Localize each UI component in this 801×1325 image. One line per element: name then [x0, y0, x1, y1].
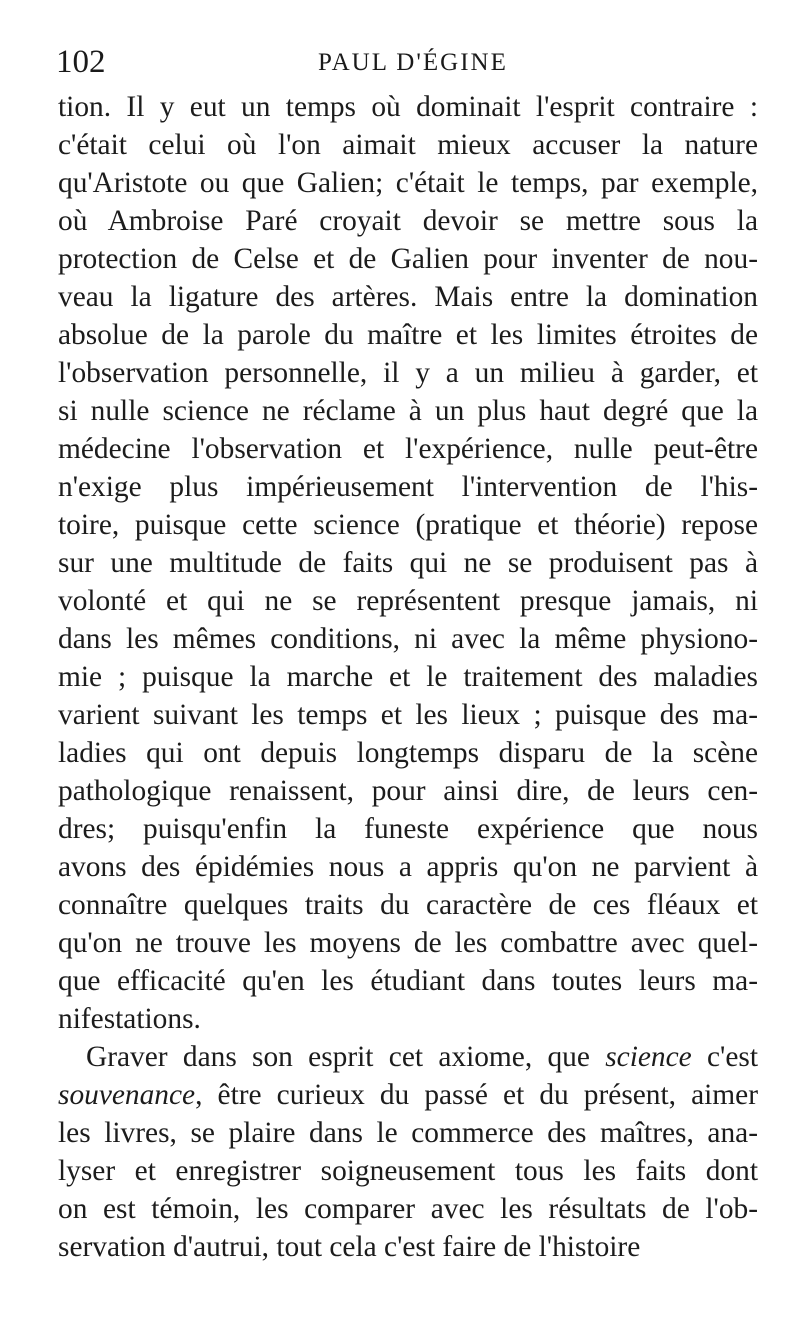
text-line: servation d'autrui, tout cela c'est faire de l'histoire [58, 1231, 641, 1263]
text-line: pathologique renaissent, pour ainsi dire, de leurs cen- [58, 775, 758, 807]
paragraph-2 [58, 1038, 758, 1266]
text-line: toire, puisque cette science (pratique et théorie) repose [58, 509, 758, 541]
text-line: c'était celui où l'on aimait mieux accuser la nature [58, 129, 758, 161]
text-line: l'observation personnelle, il y a un milieu à garder, et [58, 357, 758, 389]
text-run: Graver dans son esprit cet axiome, que [86, 1041, 606, 1073]
text-line: mie ; puisque la marche et le traitement des maladies [58, 661, 758, 693]
text-line: on est témoin, les comparer avec les résultats de l'ob- [58, 1193, 758, 1225]
text-line: qu'Aristote ou que Galien; c'était le temps, par exemple, [58, 167, 758, 199]
text-line: sur une multitude de faits qui ne se produisent pas à [58, 547, 758, 579]
body-text [58, 88, 758, 1266]
text-line: absolue de la parole du maître et les limites étroites de [58, 319, 758, 351]
text-line: les livres, se plaire dans le commerce des maîtres, ana- [58, 1117, 758, 1149]
page-header [56, 40, 756, 84]
text-line: veau la ligature des artères. Mais entre la domination [58, 281, 758, 313]
text-line: médecine l'observation et l'expérience, nulle peut-être [58, 433, 758, 465]
paragraph-1 [58, 88, 758, 1038]
text-line [58, 1076, 758, 1114]
text-line: si nulle science ne réclame à un plus haut degré que la [58, 395, 758, 427]
text-line: connaître quelques traits du caractère de ces fléaux et [58, 889, 758, 921]
running-title: PAUL D'ÉGINE [318, 49, 508, 76]
text-line: lyser et enregistrer soigneusement tous les faits dont [58, 1155, 758, 1187]
text-line: dans les mêmes conditions, ni avec la même physiono- [58, 623, 758, 655]
text-line: protection de Celse et de Galien pour inventer de nou- [58, 243, 758, 275]
text-line: volonté et qui ne se représentent presque jamais, ni [58, 585, 758, 617]
italic-word: souvenance [58, 1079, 196, 1111]
text-line: dres; puisqu'enfin la funeste expérience que nous [58, 813, 758, 845]
text-line: avons des épidémies nous a appris qu'on ne parvient à [58, 851, 758, 883]
text-line [58, 1038, 758, 1076]
text-line: n'exige plus impérieusement l'intervention de l'his- [58, 471, 758, 503]
text-run: , être curieux du passé et du présent, aimer [195, 1079, 758, 1111]
italic-word: science [605, 1041, 692, 1073]
text-line: nifestations. [58, 1003, 201, 1035]
text-run: c'est [691, 1041, 758, 1073]
text-line: varient suivant les temps et les lieux ; puisque des ma- [58, 699, 758, 731]
text-line: ladies qui ont depuis longtemps disparu de la scène [58, 737, 758, 769]
text-line: qu'on ne trouve les moyens de les combattre avec quel- [58, 927, 758, 959]
text-line: tion. Il y eut un temps où dominait l'esprit contraire : [58, 91, 758, 123]
text-line: où Ambroise Paré croyait devoir se mettre sous la [58, 205, 758, 237]
page-number: 102 [56, 44, 106, 80]
text-line: que efficacité qu'en les étudiant dans toutes leurs ma- [58, 965, 758, 997]
